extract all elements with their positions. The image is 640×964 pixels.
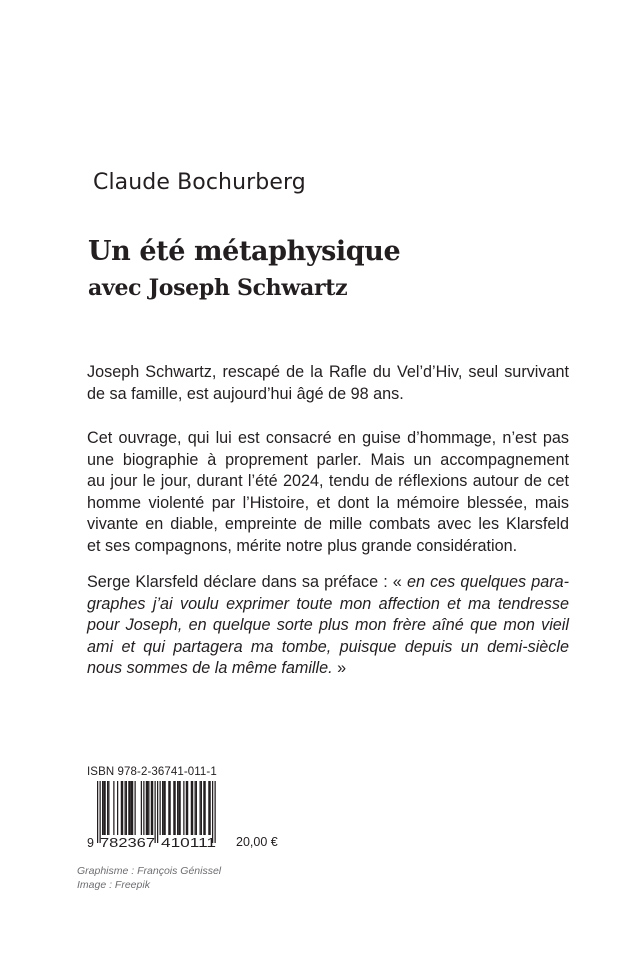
quote-intro: Serge Klarsfeld déclare dans sa préface : « <box>87 573 407 591</box>
barcode-bar <box>152 781 153 835</box>
barcode-bar <box>170 781 171 835</box>
barcode-bar <box>107 781 108 835</box>
barcode-bar <box>128 781 129 835</box>
barcode-bar <box>187 781 188 835</box>
credits <box>77 864 221 892</box>
barcode-bar <box>168 781 169 835</box>
barcode-bar <box>108 781 109 835</box>
barcode-bar <box>103 781 104 835</box>
barcode-bar <box>191 781 192 835</box>
barcode-bar <box>113 781 114 835</box>
text-line: homme violenté par l’Histoire, et dont la mémoire blessée, mais <box>87 493 569 512</box>
barcode-digits-left: 782367 <box>100 836 156 849</box>
text-line: de sa famille, est aujourd’hui âgé de 98 ans. <box>87 384 404 403</box>
barcode-bar <box>117 781 118 835</box>
barcode-guard-bar <box>215 781 216 843</box>
barcode-digit-first: 9 <box>87 836 94 849</box>
barcode-bar <box>208 781 209 835</box>
text-line: Cet ouvrage, qui lui est consacré en guise d’hommage, n’est pas <box>87 429 569 447</box>
blurb-paragraph-1 <box>87 362 569 405</box>
book-subtitle: avec Joseph Schwartz <box>88 275 348 301</box>
barcode-guard-bar <box>157 781 158 843</box>
barcode-bar <box>177 781 178 835</box>
text-line <box>87 572 569 594</box>
barcode-bar <box>201 781 202 835</box>
barcode-bar <box>165 781 166 835</box>
barcode-bar <box>175 781 176 835</box>
barcode-bar <box>186 781 187 835</box>
barcode-bar <box>102 781 103 835</box>
barcode-bar <box>125 781 126 835</box>
barcode-bar <box>105 781 106 835</box>
barcode-bar <box>146 781 147 835</box>
barcode-bar <box>162 781 163 835</box>
barcode-bar <box>205 781 206 835</box>
barcode-bar <box>160 781 161 835</box>
barcode-bar <box>173 781 174 835</box>
barcode-guard-bar <box>155 781 156 843</box>
credit-graphisme: Graphisme : François Génissel <box>77 865 222 877</box>
isbn-label: ISBN 978-2-36741-011-1 <box>87 766 217 778</box>
text-line: vivante en diable, empreinte de mille combats avec les Klarsfeld <box>87 515 569 534</box>
quote-line: graphes j’ai voulu exprimer toute mon affection et ma tendresse <box>87 594 569 613</box>
barcode-digits-right: 410111 <box>161 836 217 849</box>
barcode-bar <box>147 781 148 835</box>
text-line <box>87 658 569 680</box>
preface-quote-paragraph <box>87 572 569 680</box>
barcode-guard-bar <box>212 781 213 843</box>
barcode-bar <box>178 781 179 835</box>
text-line: une biographie à proprement parler. Mais un accompagnement <box>87 450 569 469</box>
barcode-bars <box>97 781 216 843</box>
barcode-bar <box>203 781 204 835</box>
barcode-bar <box>192 781 193 835</box>
barcode-bar <box>196 781 197 835</box>
barcode-bar <box>151 781 152 835</box>
barcode-bar <box>141 781 142 835</box>
barcode-bar <box>148 781 149 835</box>
barcode-bar <box>195 781 196 835</box>
barcode-guard-bar <box>100 781 101 843</box>
barcode-bar <box>210 781 211 835</box>
blurb-paragraph-2 <box>87 428 569 558</box>
barcode-bar <box>122 781 123 835</box>
quote-text: en ces quelques para- <box>406 573 569 591</box>
barcode-guard-bar <box>97 781 98 843</box>
barcode-bar <box>200 781 201 835</box>
price-label: 20,00 € <box>236 835 278 849</box>
text-line: au jour le jour, durant l’été 2024, tendu de réflexions autour de cet <box>87 472 569 491</box>
book-title: Un été métaphysique <box>88 236 401 267</box>
text-line: Joseph Schwartz, rescapé de la Rafle du Vel’d’Hiv, seul survivant <box>87 363 569 381</box>
barcode-bar <box>121 781 122 835</box>
quote-text: nous sommes de la même famille. <box>87 659 333 678</box>
quote-line: pour Joseph, en quelque sorte plus mon frère aîné que mon vieil <box>87 616 569 635</box>
barcode-bar <box>183 781 184 835</box>
quote-line: ami et qui partagera ma tombe, puisque depuis un demi-siècle <box>87 637 569 656</box>
barcode-bar <box>135 781 136 835</box>
quote-outro: » <box>332 659 347 678</box>
barcode-bar <box>126 781 127 835</box>
barcode-bar <box>180 781 181 835</box>
text-line: et ses compagnons, mérite notre plus grande considération. <box>87 536 518 555</box>
barcode-bar <box>130 781 131 835</box>
barcode-bar <box>132 781 133 835</box>
author-name: Claude Bochurberg <box>93 170 306 195</box>
barcode-bar <box>143 781 144 835</box>
isbn-barcode <box>87 781 227 849</box>
barcode-bar <box>163 781 164 835</box>
credit-image: Image : Freepik <box>77 879 150 891</box>
barcode-bar <box>131 781 132 835</box>
